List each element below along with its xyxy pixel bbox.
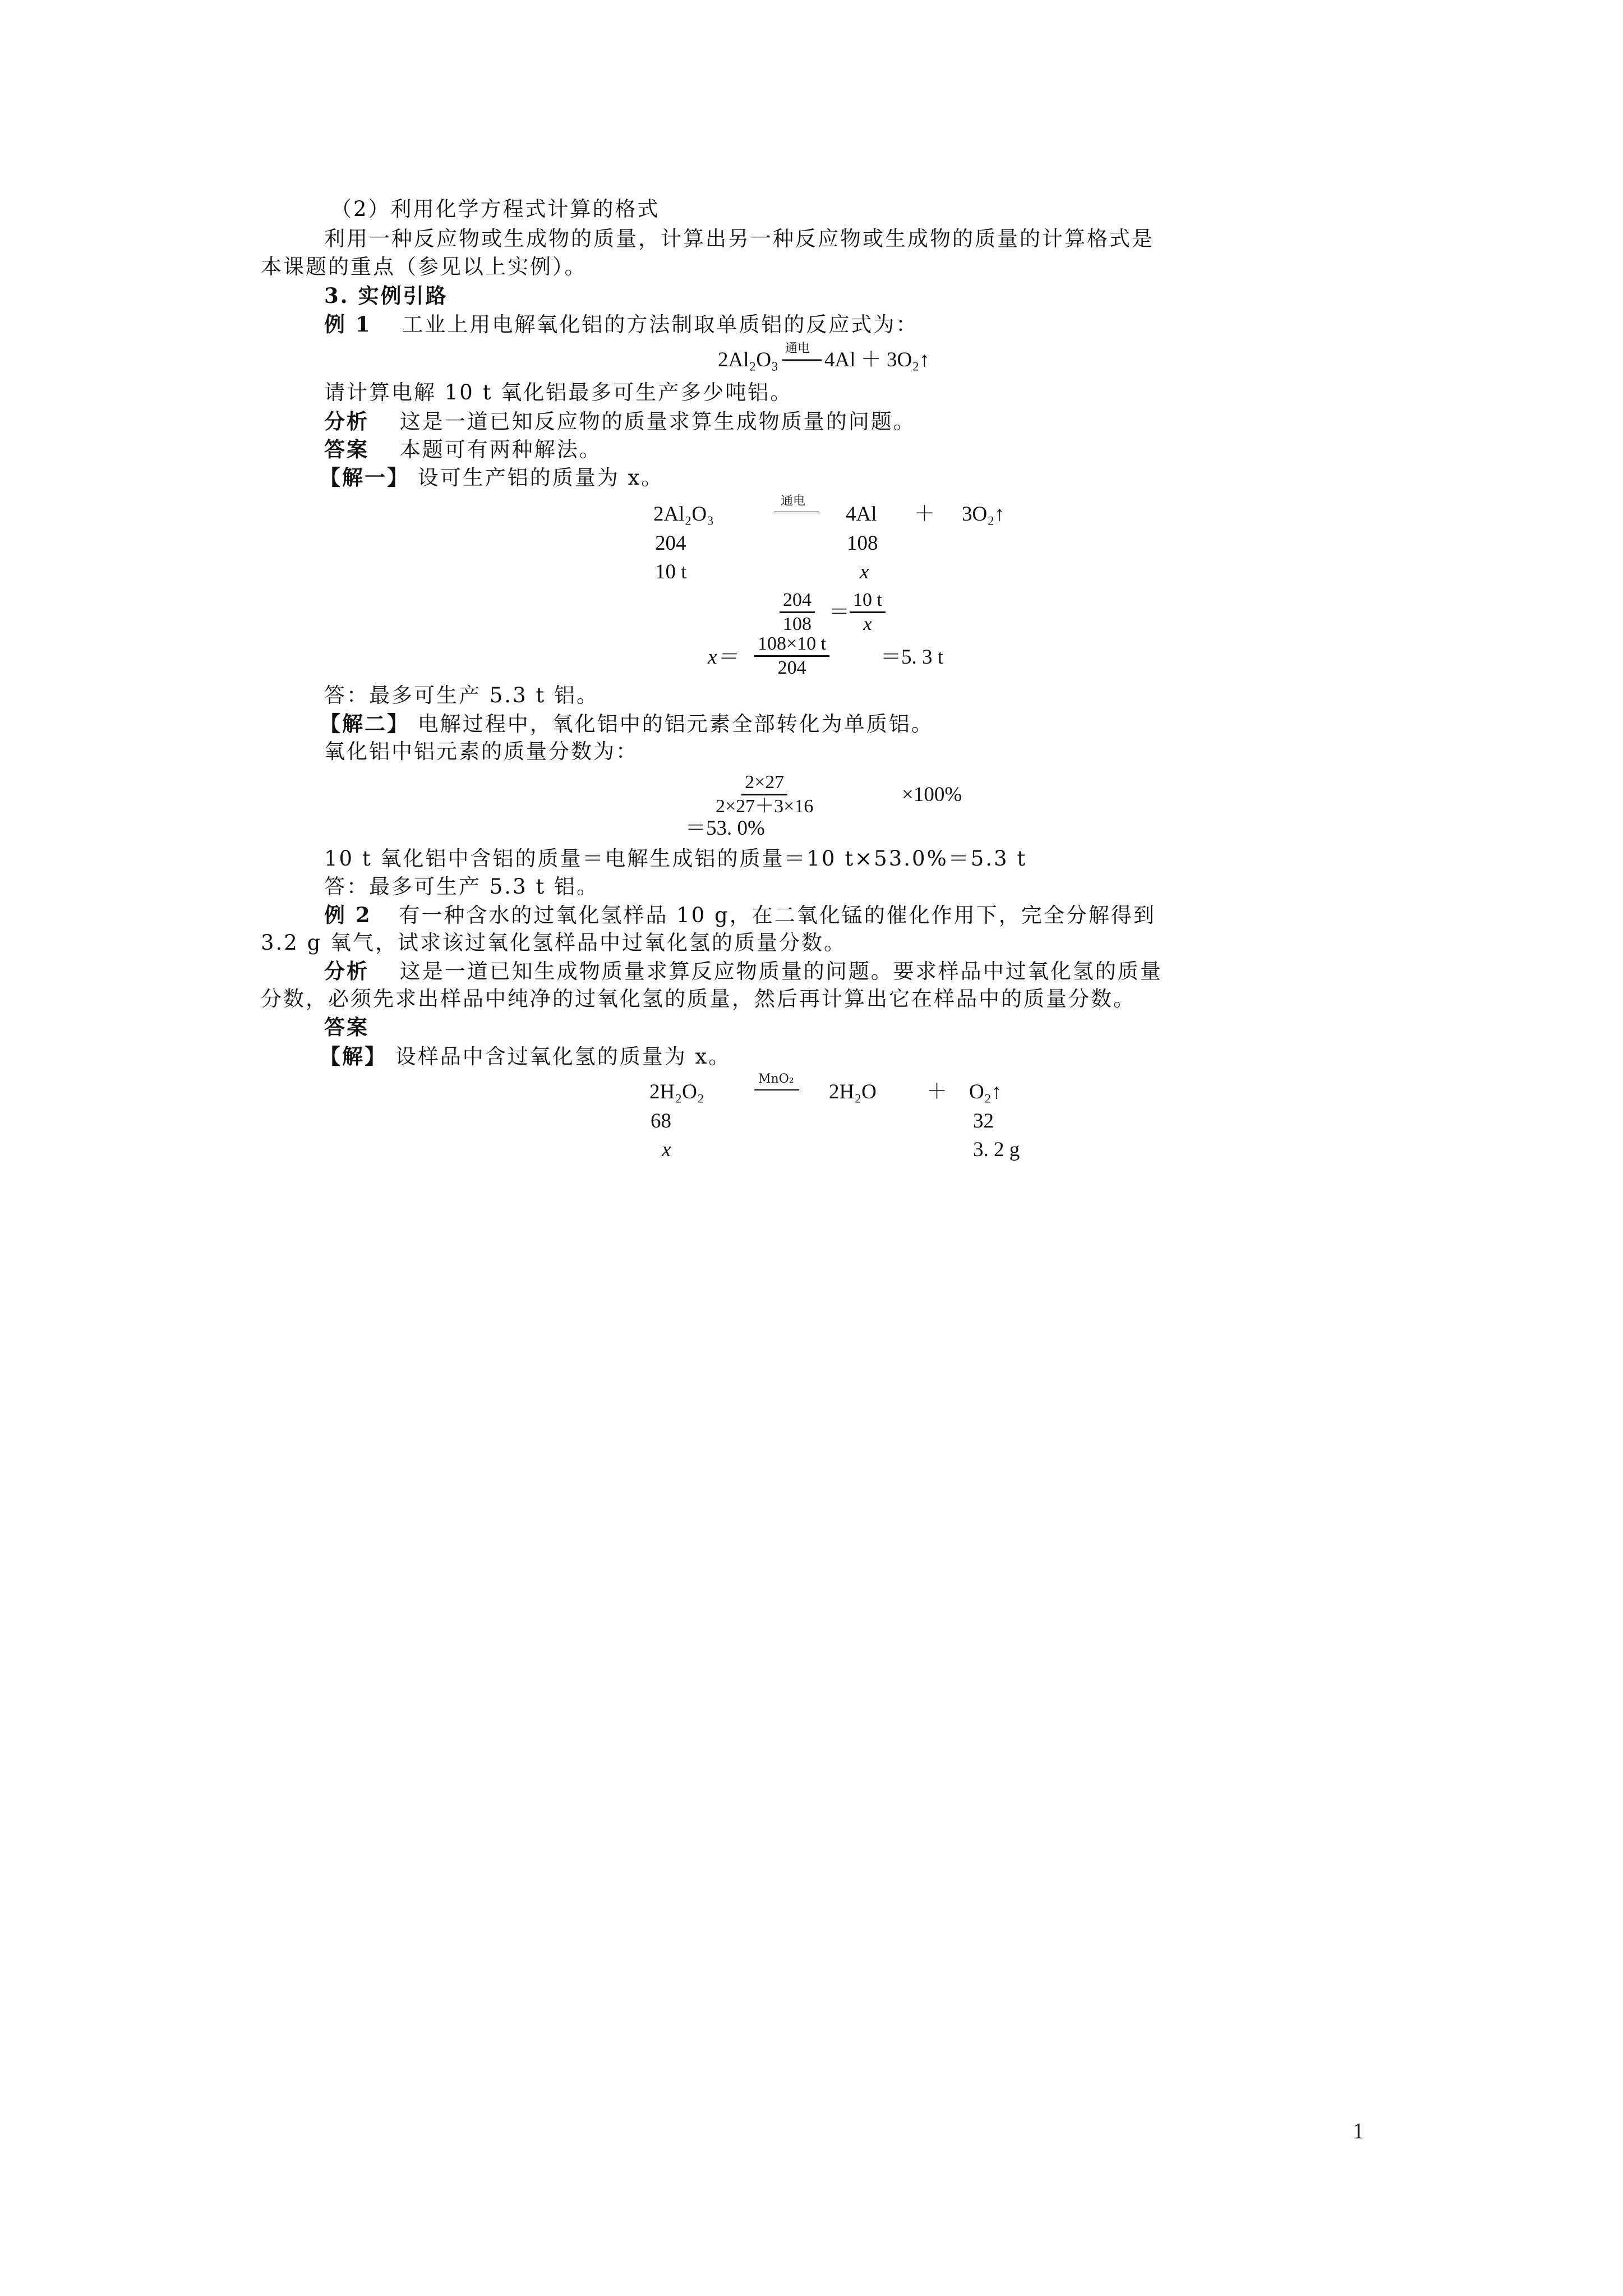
answer-line — [324, 435, 602, 464]
calc-lhs: x＝ — [708, 646, 738, 669]
analysis-2-continued: 分数，必须先求出样品中纯净的过氧化氢的质量，然后再计算出它在样品中的质量分数。 — [261, 987, 1136, 1011]
ratio-numerator-2: 10 t — [850, 589, 886, 613]
eq2-product-1: 4Al — [846, 503, 877, 526]
answer-2-label: 答案 — [324, 1015, 369, 1039]
solution-1-line — [320, 463, 663, 492]
pct-multiplier: ×100% — [902, 783, 962, 806]
paragraph-line: 利用一种反应物或生成物的质量，计算出另一种反应物或生成物的质量的计算格式是 — [324, 227, 1154, 251]
example-text: 工业上用电解氧化铝的方法制取单质铝的反应式为： — [402, 312, 919, 337]
equation-electrolysis-right: 4Al ＋ 3O₂↑ — [824, 348, 930, 371]
calc-fraction — [754, 633, 829, 679]
aluminium-mass-line: 10 t 氧化铝中含铝的质量＝电解生成铝的质量＝10 t×53.0%＝5.3 t — [324, 846, 1027, 871]
solution-1-text: 设可生产铝的质量为 x。 — [417, 466, 664, 490]
answer-label: 答案 — [324, 437, 369, 462]
section-heading-format: （2）利用化学方程式计算的格式 — [331, 197, 660, 221]
question-line: 请计算电解 10 t 氧化铝最多可生产多少吨铝。 — [324, 380, 793, 404]
example-2-line — [324, 901, 1156, 930]
eq3-value-2: 3. 2 g — [973, 1138, 1020, 1161]
equation-arrow — [782, 359, 822, 361]
example-2-text: 有一种含水的过氧化氢样品 10 g，在二氧化锰的催化作用下，完全分解得到 — [399, 903, 1156, 927]
eq3-mass-2: 32 — [973, 1110, 994, 1133]
ratio-denominator-2: x — [863, 614, 872, 634]
solution-2-label: 【解二】 — [320, 711, 409, 736]
eq3-product-1: 2H₂O — [829, 1080, 877, 1103]
answer-text: 本题可有两种解法。 — [399, 438, 602, 462]
example-label: 例 1 — [324, 312, 372, 337]
eq2-reactant: 2Al₂O₃ — [653, 503, 714, 526]
ratio-equals: ＝ — [829, 601, 850, 624]
solution-3-text: 设样品中含过氧化氢的质量为 x。 — [395, 1045, 731, 1069]
solution-3-line — [320, 1042, 731, 1071]
equation-electrolysis-left: 2Al₂O₃ — [718, 348, 779, 371]
example-2-label: 例 2 — [324, 903, 372, 927]
conclusion-2: 答：最多可生产 5.3 t 铝。 — [324, 875, 599, 899]
conclusion-1: 答：最多可生产 5.3 t 铝。 — [324, 683, 599, 707]
eq3-value-1: x — [662, 1138, 671, 1161]
analysis-2-text: 这是一道已知生成物质量求算反应物质量的问题。要求样品中过氧化氢的质量 — [399, 959, 1163, 983]
eq2-condition: 通电 — [781, 494, 806, 508]
solution-2-text: 电解过程中，氧化铝中的铝元素全部转化为单质铝。 — [417, 712, 934, 736]
analysis-2-label: 分析 — [324, 959, 369, 983]
eq3-reactant: 2H₂O₂ — [649, 1080, 704, 1103]
eq3-mass-1: 68 — [651, 1110, 671, 1133]
eq3-arrow — [754, 1089, 799, 1091]
analysis-2-line — [324, 957, 1163, 986]
pct-denominator: 2×27＋3×16 — [716, 796, 814, 817]
eq3-condition: MnO₂ — [758, 1072, 794, 1086]
eq2-mass-2: 108 — [847, 532, 878, 555]
mass-fraction-intro: 氧化铝中铝元素的质量分数为： — [324, 739, 638, 763]
eq2-value-1: 10 t — [655, 560, 687, 583]
pct-numerator: 2×27 — [741, 771, 787, 795]
calc-denominator: 204 — [777, 657, 806, 678]
ratio-fraction-2 — [850, 589, 886, 636]
ratio-fraction-1 — [780, 589, 815, 636]
pct-result: ＝53. 0% — [685, 817, 765, 840]
eq2-mass-1: 204 — [655, 532, 686, 555]
section-heading-examples: 3. 实例引路 — [324, 283, 448, 308]
example-2-continued: 3.2 g 氧气，试求该过氧化氢样品中过氧化氢的质量分数。 — [261, 931, 847, 955]
ratio-denominator-1: 108 — [783, 614, 811, 634]
solution-3-label: 【解】 — [320, 1044, 387, 1069]
calc-rhs: ＝5. 3 t — [880, 646, 944, 669]
analysis-label: 分析 — [324, 409, 369, 434]
pct-fraction — [712, 771, 817, 818]
eq2-value-2: x — [860, 560, 869, 583]
eq3-product-2: O₂↑ — [969, 1080, 1002, 1103]
eq2-plus: ＋ — [914, 503, 935, 526]
paragraph-line: 本课题的重点（参见以上实例）。 — [261, 255, 587, 279]
eq2-product-2: 3O₂↑ — [962, 503, 1005, 526]
page-number: 1 — [1353, 2118, 1364, 2143]
analysis-line — [324, 407, 916, 436]
calc-numerator: 108×10 t — [754, 633, 829, 657]
analysis-text: 这是一道已知反应物的质量求算生成物质量的问题。 — [399, 409, 916, 434]
eq2-arrow — [774, 512, 819, 513]
eq3-plus: ＋ — [926, 1080, 947, 1103]
example-1-line — [324, 310, 918, 339]
solution-1-label: 【解一】 — [320, 465, 409, 490]
equation-condition: 通电 — [785, 342, 810, 356]
solution-2-line — [320, 710, 934, 738]
ratio-numerator-1: 204 — [780, 589, 815, 613]
